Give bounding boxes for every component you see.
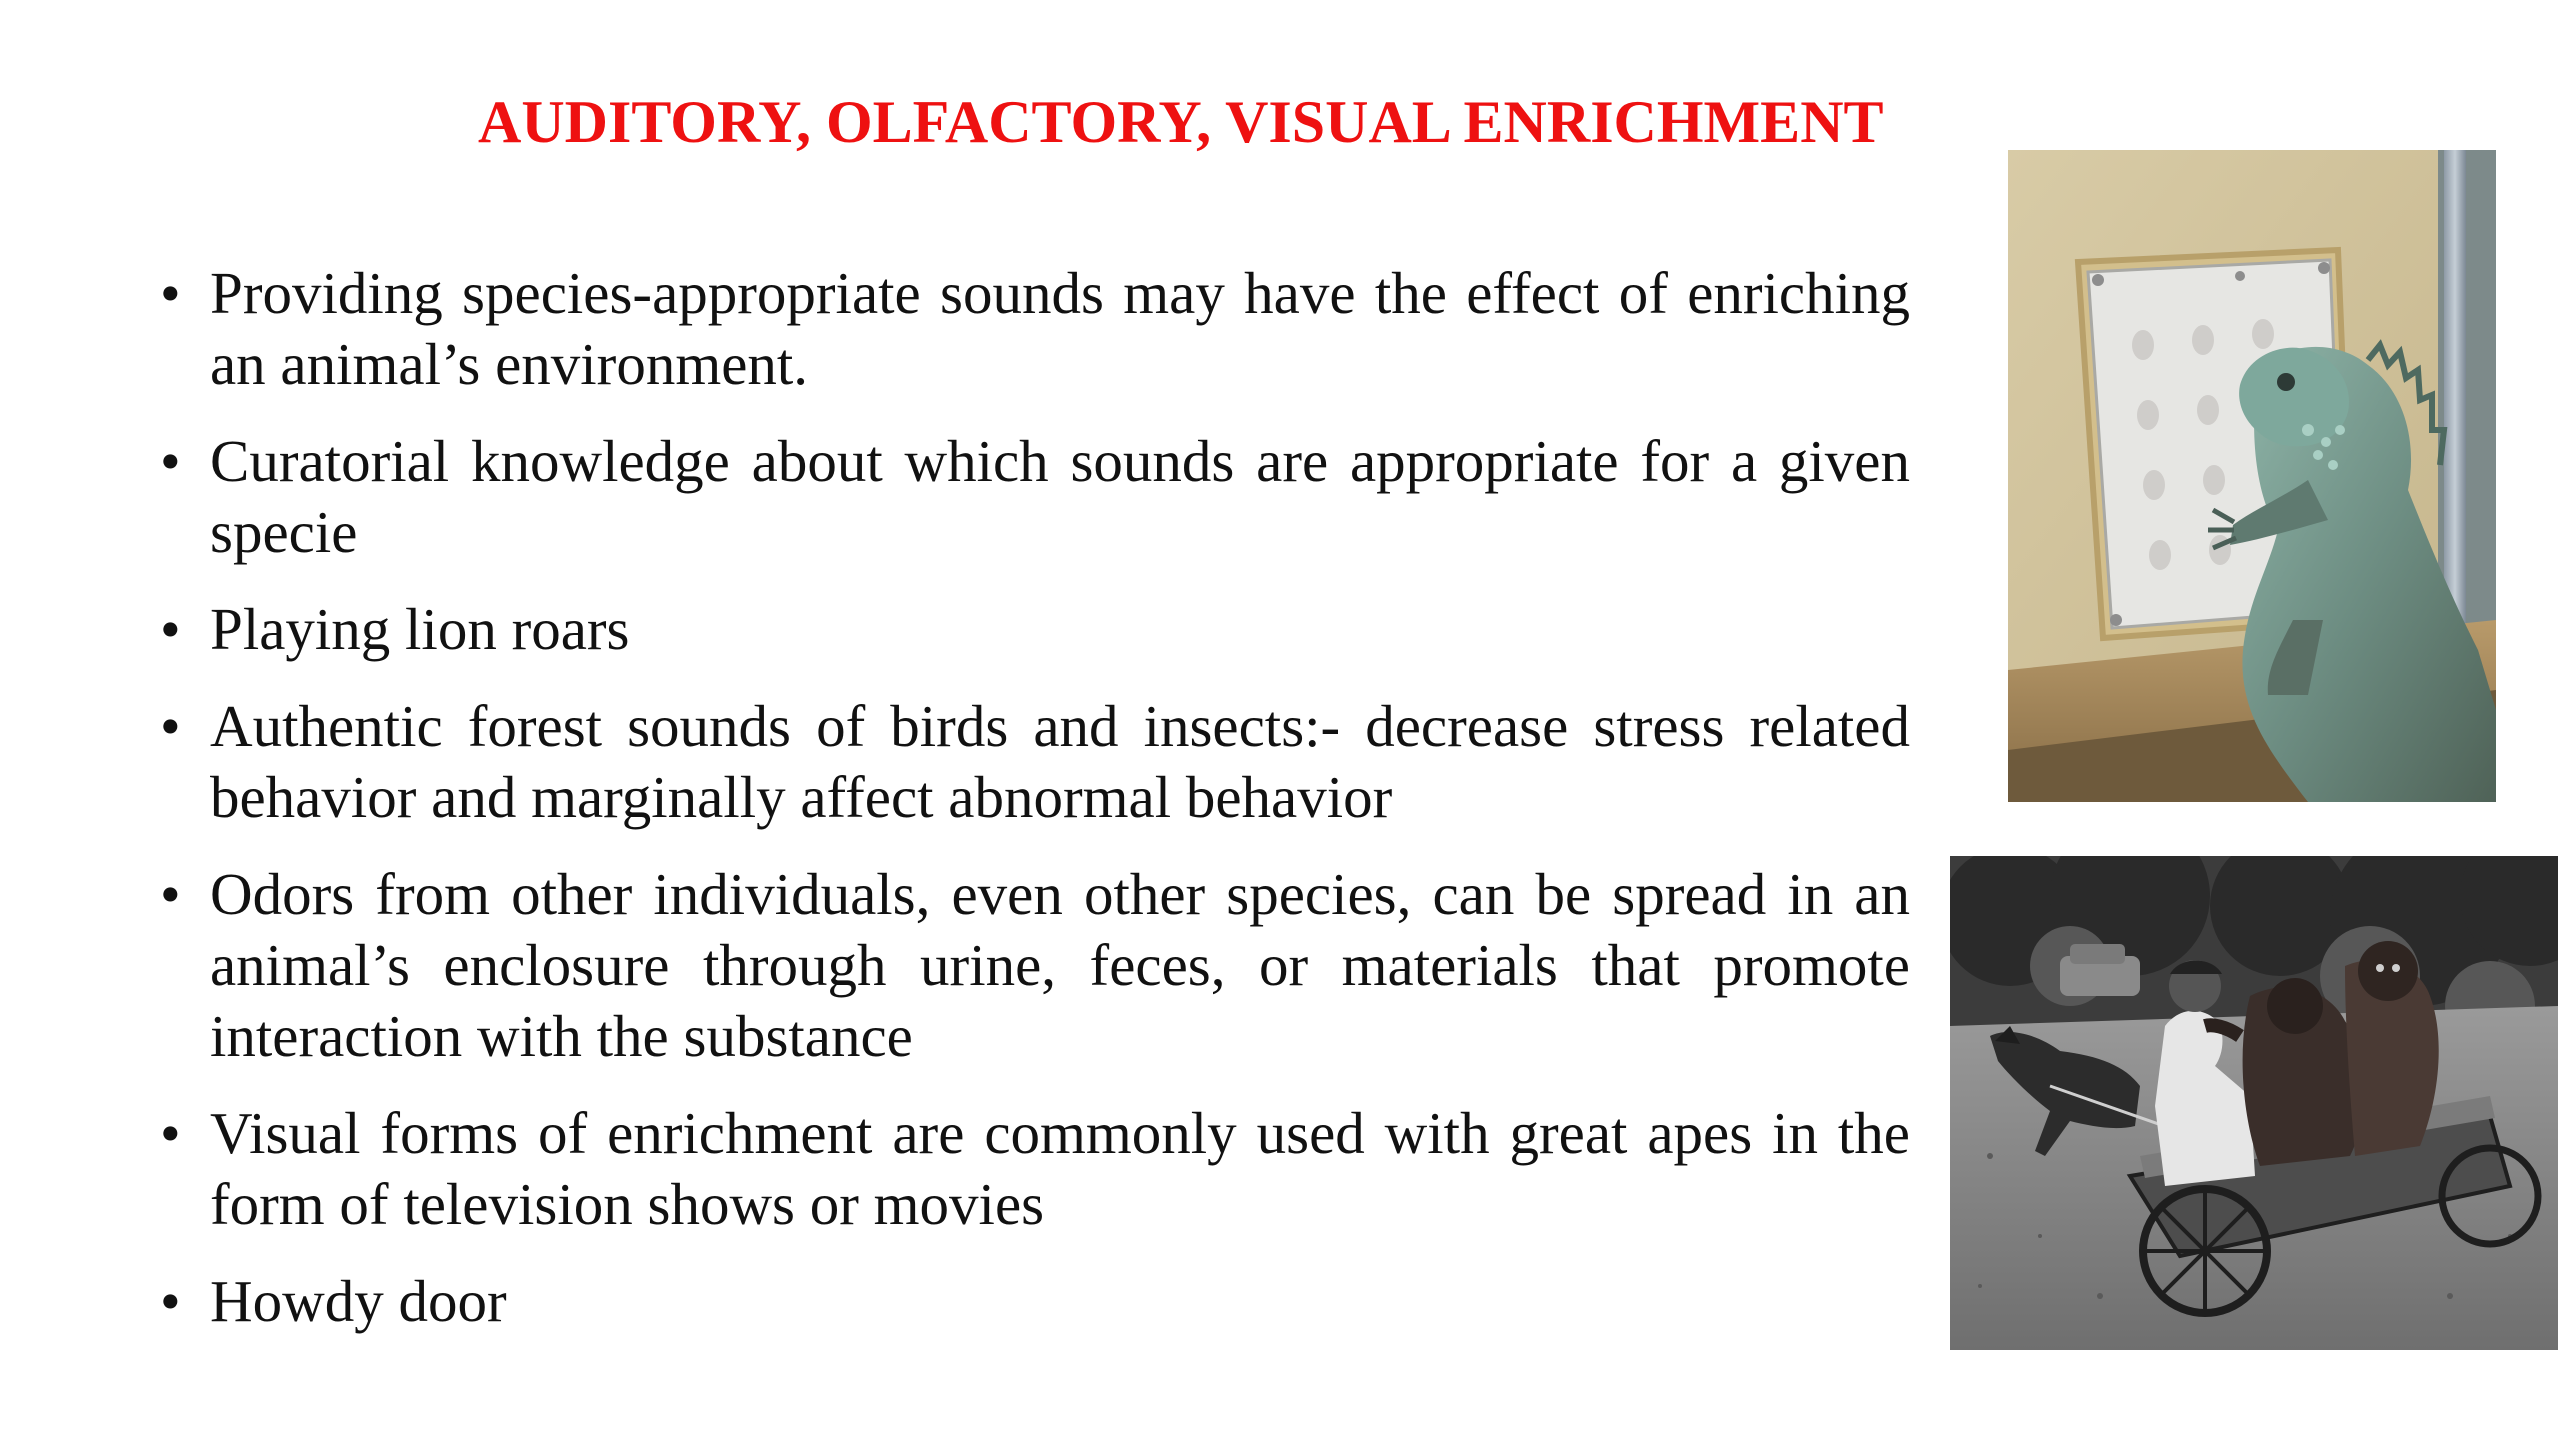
slide-title: AUDITORY, OLFACTORY, VISUAL ENRICHMENT bbox=[478, 89, 1884, 155]
bullet-text: Visual forms of enrichment are commonly used with great apes in the form of television shows or movies bbox=[210, 1100, 1910, 1237]
bullet-text: Providing species-appropriate sounds may have the effect of enriching an animal’s environment. bbox=[210, 260, 1910, 397]
orangutan-cart-photo bbox=[1950, 856, 2558, 1350]
bullet-item bbox=[160, 859, 1910, 1072]
bullet-item bbox=[160, 426, 1910, 568]
bullet-dot: • bbox=[160, 693, 181, 759]
bullet-text: Howdy door bbox=[210, 1268, 507, 1334]
bullet-item bbox=[160, 691, 1910, 833]
bullet-dot: • bbox=[160, 861, 181, 927]
bullet-item bbox=[160, 1266, 1910, 1337]
bullet-text: Odors from other individuals, even other species, can be spread in an animal’s enclosure through urine, feces, or materials that promote interaction with the substance bbox=[210, 861, 1910, 1069]
bullet-item bbox=[160, 258, 1910, 400]
bullet-text: Playing lion roars bbox=[210, 596, 630, 662]
bullet-text: Authentic forest sounds of birds and insects:- decrease stress related behavior and marginally affect abnormal behavior bbox=[210, 693, 1910, 830]
bullet-item bbox=[160, 594, 1910, 665]
bullet-item bbox=[160, 1098, 1910, 1240]
iguana-photo bbox=[2008, 150, 2496, 802]
bullet-dot: • bbox=[160, 260, 181, 326]
bullet-text: Curatorial knowledge about which sounds are appropriate for a given specie bbox=[210, 428, 1910, 565]
bullet-dot: • bbox=[160, 428, 181, 494]
bullet-dot: • bbox=[160, 596, 181, 662]
bullet-dot: • bbox=[160, 1100, 181, 1166]
bullet-list bbox=[160, 258, 1910, 1363]
bullet-dot: • bbox=[160, 1268, 181, 1334]
